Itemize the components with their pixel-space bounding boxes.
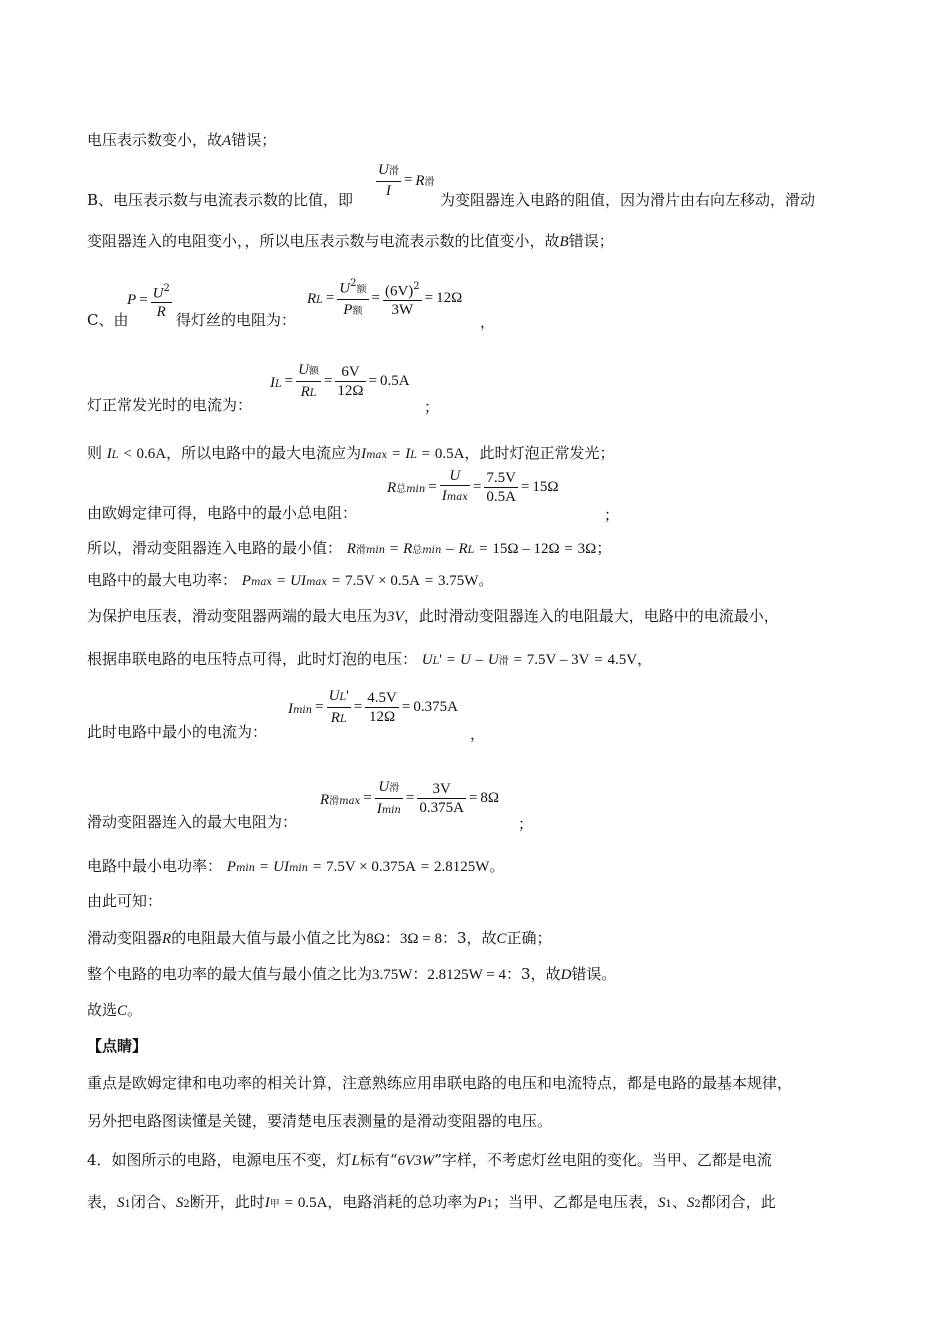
text-line-16: 滑动变阻器R的电阻最大值与最小值之比为8Ω：3Ω = 8：3，故C正确； [87, 929, 552, 947]
text-line-2: B、电压表示数与电流表示数的比值，即 [87, 191, 354, 209]
text-line-3: 变阻器连入的电阻变小，，所以电压表示数与电流表示数的比值变小，故B错误； [87, 232, 614, 250]
text-line-4c: ， [480, 313, 496, 331]
formula-max-resistance: R滑max = $\frac{\text{U滑}}{Imin}$ = $\frac{3V}{0.375A}$ = 8Ω [320, 779, 500, 817]
text-line-20: 另外把电路图读懂是关键，要清楚电压表测量的是滑动变阻器的电压。 [87, 1112, 553, 1130]
text-line-5-end: ； [424, 398, 440, 416]
text-line-9: 电路中的最大电功率： Pmax = UImax = 7.5V × 0.5A = 3.75W。 [87, 571, 494, 589]
text-line-7-end: ； [604, 506, 620, 524]
text-line-4a: C、由 [87, 311, 129, 329]
text-line-7: 由欧姆定律可得，电路中的最小总电阻： [87, 504, 358, 522]
text-line-17: 整个电路的电功率的最大值与最小值之比为3.75W：2.8125W = 4：3，故D错误。 [87, 965, 617, 983]
formula-min-total-resistance: R总min = $\frac{U}{Imax}$ = $\frac{7.5V}{0.5A}$ = 15Ω [387, 468, 559, 505]
text-line-5: 灯正常发光时的电流为： [87, 396, 253, 414]
section-heading-key-points: 【点睛】 [87, 1037, 148, 1055]
text-line-11: 根据串联电路的电压特点可得，此时灯泡的电压： UL' = U – U滑 = 7.5V – 3V = 4.5V， [87, 650, 653, 668]
text-line-14: 电路中最小电功率： Pmin = UImin = 7.5V × 0.375A = 2.8125W。 [87, 857, 505, 875]
text-line-13: 滑动变阻器连入的最大电阻为： [87, 813, 298, 831]
text-line-2b: 为变阻器连入电路的阻值，因为滑片由右向左移动，滑动 [440, 191, 816, 209]
text-line-4b: 得灯丝的电阻为： [176, 311, 297, 329]
formula-power: P = $\frac{U^2}{R}$ [127, 280, 172, 321]
text-line-6: 则 IL < 0.6A，所以电路中的最大电流应为Imax = IL = 0.5A，此时灯泡正常发光； [87, 444, 615, 462]
text-line-12: 此时电路中最小的电流为： [87, 723, 268, 741]
text-line-13-end: ； [518, 815, 534, 833]
formula-resistance-lamp: RL = $\frac{U^2额}{\text{P额}}$ = $\frac{(6V)^2}{3W}$ = 12Ω [307, 275, 462, 321]
text-line-15: 由此可知： [87, 892, 163, 910]
text-line-12-end: ， [470, 725, 486, 743]
formula-ratio: $\frac{\text{U滑}}{I}$ = R滑 [378, 162, 435, 199]
text-line-10: 为保护电压表，滑动变阻器两端的最大电压为3V，此时滑动变阻器连入的电阻最大，电路中的电流最小， [87, 607, 779, 625]
text-line-18: 故选C。 [87, 1001, 143, 1019]
text-line-19: 重点是欧姆定律和电功率的相关计算，注意熟练应用串联电路的电压和电流特点，都是电路的最基本规律， [87, 1074, 793, 1092]
text-line-21: 4．如图所示的电路，电源电压不变，灯L标有“6V3W”字样，不考虑灯丝电阻的变化。当甲、乙都是电流 [87, 1151, 772, 1169]
text-line-1: 电压表示数变小，故A错误； [87, 131, 277, 149]
formula-min-current: Imin = $\frac{UL'}{RL}$ = $\frac{4.5V}{12\Omega}$ = 0.375A [288, 688, 458, 726]
text-line-8: 所以，滑动变阻器连入电路的最小值： R滑min = R总min – RL = 15Ω – 12Ω = 3Ω； [87, 539, 612, 557]
text-line-22: 表，S1闭合、S2断开，此时I甲 = 0.5A，电路消耗的总功率为P1；当甲、乙都是电压表，S1、S2都闭合，此 [87, 1193, 776, 1211]
formula-current-lamp: IL = $\frac{\text{U额}}{RL}$ = $\frac{6V}{12\Omega}$ = 0.5A [270, 362, 410, 400]
